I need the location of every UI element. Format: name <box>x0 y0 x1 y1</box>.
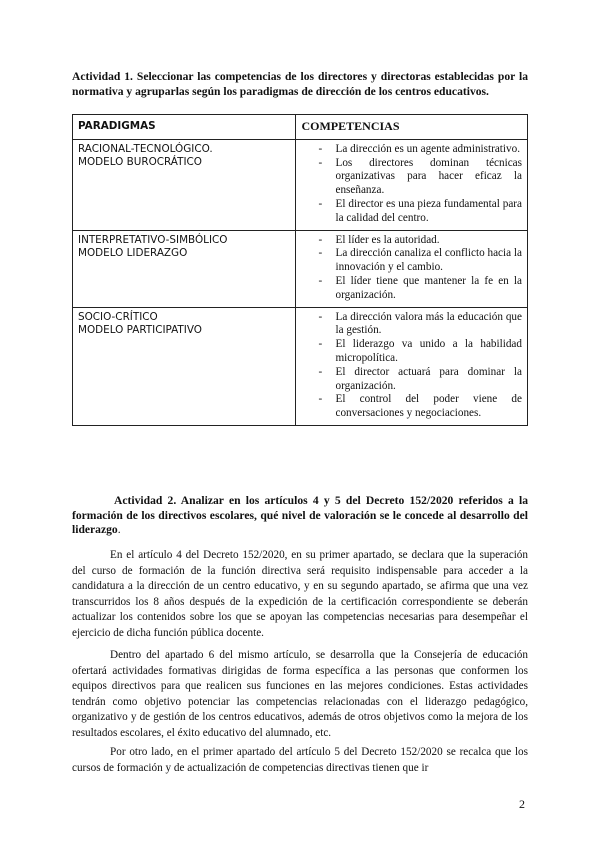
competency-item: - El director actuará para dominar la organización. <box>335 366 522 394</box>
competency-item: - El control del poder viene de conversaciones y negociaciones. <box>335 393 522 421</box>
competency-item: - La dirección valora más la educación que la gestión. <box>335 311 522 339</box>
paradigm-model: MODELO LIDERAZGO <box>78 246 188 259</box>
table-row <box>73 307 528 425</box>
competency-item: - La dirección es un agente administrativo. <box>335 143 522 157</box>
paradigm-cell <box>73 307 296 425</box>
paradigm-name: SOCIO-CRÍTICO <box>78 310 158 323</box>
body-paragraph: En el artículo 4 del Decreto 152/2020, en su primer apartado, se declara que la superación del curso de formación de la función directiva será requisito indispensable para acceder a la candidatura a la dirección de un centro educativo, y en su segundo apartado, se afirma que una vez transcurridos los 8 años después de la expedición de la certificación correspondiente se deberán actualizar los contenidos sobre los que se apoyan las competencias necesarias para desempeñar el ejercicio de dicha función pública docente. <box>72 549 528 639</box>
competencies-list <box>301 143 522 226</box>
paradigm-model: MODELO PARTICIPATIVO <box>78 323 202 336</box>
activity-2-period: . <box>117 523 121 536</box>
competency-item: - El director es una pieza fundamental para la calidad del centro. <box>335 198 522 226</box>
body-paragraph: Por otro lado, en el primer apartado del artículo 5 del Decreto 152/2020 se recalca que los cursos de formación y de actualización de competencias directivas tienen que ir <box>72 746 528 774</box>
table-row <box>73 139 528 230</box>
paradigm-name: RACIONAL-TECNOLÓGICO. <box>78 142 213 155</box>
competencies-cell <box>296 307 528 425</box>
body-paragraph: Dentro del apartado 6 del mismo artículo, se desarrolla que la Consejería de educación ofertará actividades formativas dirigidas de forma específica a las personas que conformen los equipos directivos para que realicen sus funciones en las mejores condiciones. Estas actividades tendrán como objetivo potenciar las competencias relacionadas con el liderazgo pedagógico, organizativo y de gestión de los centros educativos, además de otros objetivos como la mejora de los resultados escolares, el éxito educativo del alumnado, etc. <box>72 649 528 739</box>
activity-2-heading <box>72 494 528 538</box>
paradigm-model: MODELO BUROCRÁTICO <box>78 155 202 168</box>
paradigm-name: INTERPRETATIVO-SIMBÓLICO <box>78 233 228 246</box>
table-row <box>73 230 528 307</box>
paradigms-table <box>72 114 528 426</box>
competency-item: - Los directores dominan técnicas organizativas para hacer eficaz la enseñanza. <box>335 157 522 198</box>
competency-item: - La dirección canaliza el conflicto hacia la innovación y el cambio. <box>335 247 522 275</box>
competencies-cell <box>296 230 528 307</box>
competencies-list <box>301 234 522 303</box>
table-header-row <box>73 115 528 140</box>
competencies-cell <box>296 139 528 230</box>
competency-item: - El liderazgo va unido a la habilidad micropolítica. <box>335 338 522 366</box>
header-competencias: COMPETENCIAS <box>296 115 528 140</box>
paradigm-cell <box>73 139 296 230</box>
competency-item: - El líder es la autoridad. <box>335 234 522 248</box>
activity-2-title: Actividad 2. Analizar en los artículos 4 y 5 del Decreto 152/2020 referidos a la formación de los directivos escolares, qué nivel de valoración se le concede al desarrollo del liderazgo <box>72 494 528 536</box>
paradigm-cell <box>73 230 296 307</box>
header-paradigmas: PARADIGMAS <box>73 115 296 140</box>
activity-1-heading: Actividad 1. Seleccionar las competencias de los directores y directoras establecidas por la normativa y agruparlas según los paradigmas de dirección de los centros educativos. <box>72 70 528 98</box>
page-number: 2 <box>519 797 525 811</box>
competencies-list <box>301 311 522 421</box>
competency-item: - El líder tiene que mantener la fe en la organización. <box>335 275 522 303</box>
